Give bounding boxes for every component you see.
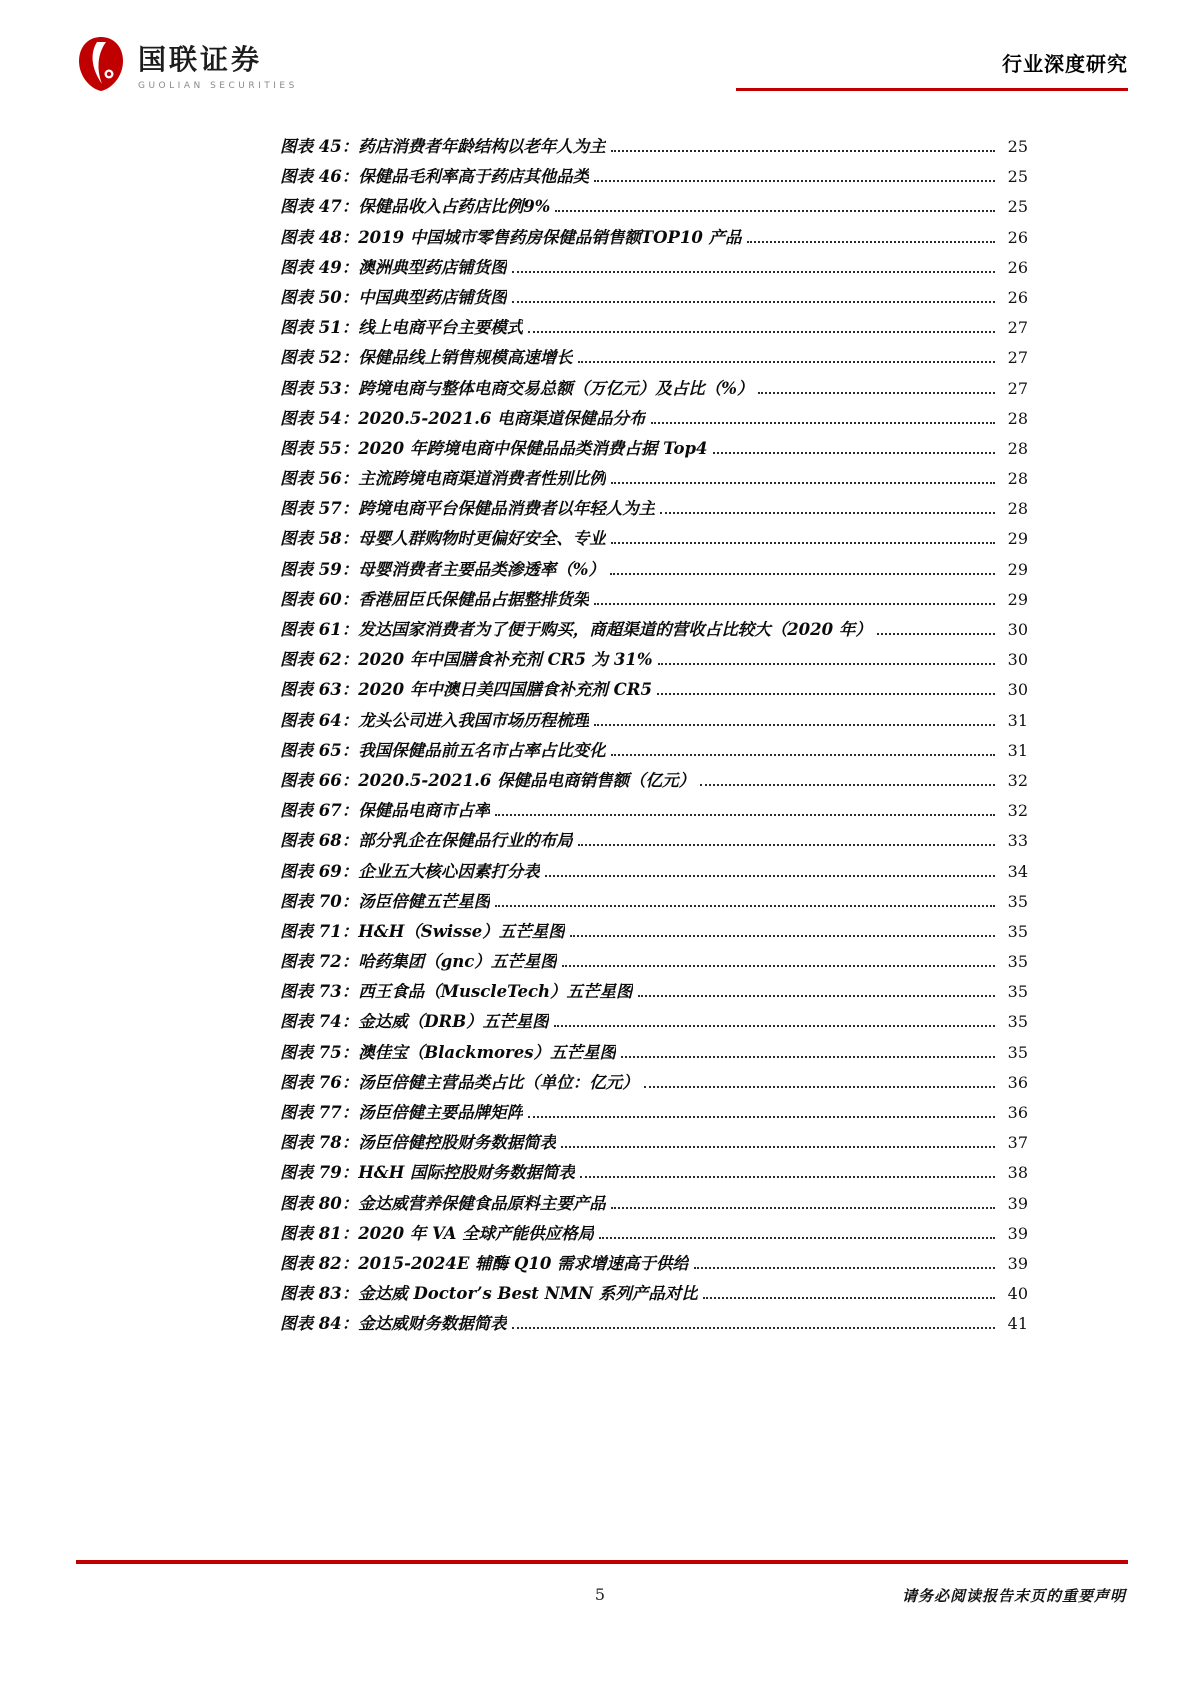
toc-entry[interactable] xyxy=(280,918,1028,948)
toc-leader-dots xyxy=(495,905,995,907)
toc-entry[interactable] xyxy=(280,405,1028,435)
toc-leader-dots xyxy=(578,844,995,846)
toc-entry-page: 39 xyxy=(1007,1193,1028,1213)
toc-entry-page: 31 xyxy=(1007,710,1028,730)
page-header xyxy=(76,34,1128,98)
toc-entry-label: 图表 55：2020 年跨境电商中保健品品类消费占据 Top4 xyxy=(280,438,708,458)
toc-leader-dots xyxy=(644,1086,995,1088)
toc-entry-page: 25 xyxy=(1007,137,1028,156)
toc-entry-page: 36 xyxy=(1007,1103,1028,1122)
toc-leader-dots xyxy=(621,1056,995,1058)
toc-leader-dots xyxy=(562,965,995,967)
toc-leader-dots xyxy=(594,724,995,726)
toc-entry-label: 图表 61：发达国家消费者为了便于购买，商超渠道的营收占比较大（2020 年） xyxy=(280,620,872,639)
toc-entry-page: 32 xyxy=(1007,801,1028,821)
toc-entry[interactable] xyxy=(280,465,1028,495)
toc-entry-page: 26 xyxy=(1007,257,1028,277)
toc-entry-page: 32 xyxy=(1007,770,1028,790)
toc-entry-label: 图表 53：跨境电商与整体电商交易总额（万亿元）及占比（%） xyxy=(280,378,754,398)
toc-entry-label: 图表 68：部分乳企在保健品行业的布局 xyxy=(280,831,573,851)
toc-entry-label: 图表 60：香港屈臣氏保健品占据整排货架 xyxy=(280,589,590,609)
toc-entry-page: 25 xyxy=(1007,167,1028,187)
toc-entry-label: 图表 80：金达威营养保健食品原料主要产品 xyxy=(280,1193,606,1213)
toc-entry-label: 图表 79：H&H 国际控股财务数据简表 xyxy=(280,1163,576,1183)
toc-leader-dots xyxy=(660,512,995,514)
toc-entry-page: 38 xyxy=(1007,1163,1028,1183)
toc-leader-dots xyxy=(580,1176,995,1178)
toc-entry-label: 图表 62：2020 年中国膳食补充剂 CR5 为 31% xyxy=(280,650,653,670)
toc-entry[interactable] xyxy=(280,797,1028,827)
toc-entry-label: 图表 81：2020 年 VA 全球产能供应格局 xyxy=(280,1223,595,1243)
toc-leader-dots xyxy=(578,361,995,363)
toc-entry[interactable] xyxy=(280,525,1028,555)
toc-entry-label: 图表 46：保健品毛利率高于药店其他品类 xyxy=(280,167,590,187)
toc-leader-dots xyxy=(570,935,995,937)
toc-entry-label: 图表 83：金达威 Doctor’s Best NMN 系列产品对比 xyxy=(280,1284,698,1304)
toc-entry[interactable] xyxy=(280,224,1028,254)
page-number: 5 xyxy=(594,1585,606,1604)
toc-entry-label: 图表 76：汤臣倍健主营品类占比（单位：亿元） xyxy=(280,1072,639,1092)
toc-leader-dots xyxy=(611,754,995,756)
toc-entry[interactable] xyxy=(280,495,1028,525)
toc-entry-page: 26 xyxy=(1007,227,1028,247)
toc-entry-page: 35 xyxy=(1007,1042,1028,1062)
toc-entry-label: 图表 67：保健品电商市占率 xyxy=(280,801,491,821)
report-type-title: 行业深度研究 xyxy=(1002,52,1128,76)
toc-entry-page: 30 xyxy=(1007,680,1028,700)
toc-entry-label: 图表 47：保健品收入占药店比例9% xyxy=(280,197,551,217)
toc-entry-label: 图表 54：2020.5-2021.6 电商渠道保健品分布 xyxy=(280,408,646,428)
toc-leader-dots xyxy=(877,633,995,635)
toc-entry[interactable] xyxy=(280,344,1028,374)
toc-entry[interactable] xyxy=(280,827,1028,857)
toc-entry-label: 图表 82：2015-2024E 辅酶 Q10 需求增速高于供给 xyxy=(280,1253,690,1273)
toc-entry[interactable] xyxy=(280,193,1028,223)
toc-entry[interactable] xyxy=(280,888,1028,918)
toc-entry[interactable] xyxy=(280,646,1028,676)
toc-entry[interactable] xyxy=(280,1190,1028,1220)
toc-entry-label: 图表 73：西王食品（MuscleTech）五芒星图 xyxy=(280,982,633,1002)
toc-leader-dots xyxy=(657,693,995,695)
toc-entry-label: 图表 59：母婴消费者主要品类渗透率（%） xyxy=(280,559,605,579)
toc-entry[interactable] xyxy=(280,707,1028,737)
toc-entry[interactable] xyxy=(280,1099,1028,1129)
toc-entry-label: 图表 78：汤臣倍健控股财务数据简表 xyxy=(280,1133,557,1153)
toc-entry-label: 图表 84：金达威财务数据简表 xyxy=(280,1314,507,1334)
toc-entry-page: 39 xyxy=(1007,1223,1028,1243)
toc-leader-dots xyxy=(512,301,995,303)
toc-leader-dots xyxy=(758,392,995,394)
toc-entry-page: 29 xyxy=(1007,589,1028,609)
toc-leader-dots xyxy=(658,663,995,665)
toc-entry[interactable] xyxy=(280,284,1028,314)
toc-entry-page: 33 xyxy=(1007,831,1028,851)
toc-entry-label: 图表 66：2020.5-2021.6 保健品电商销售额（亿元） xyxy=(280,770,696,790)
toc-entry[interactable] xyxy=(280,163,1028,193)
toc-entry[interactable] xyxy=(280,314,1028,344)
toc-entry-page: 27 xyxy=(1007,318,1028,338)
toc-leader-dots xyxy=(694,1267,995,1269)
toc-leader-dots xyxy=(611,150,995,152)
toc-entry[interactable] xyxy=(280,1039,1028,1069)
toc-leader-dots xyxy=(555,210,995,212)
toc-entry-label: 图表 49：澳洲典型药店铺货图 xyxy=(280,257,507,277)
toc-entry-page: 30 xyxy=(1007,650,1028,670)
toc-entry-page: 35 xyxy=(1007,952,1028,972)
toc-entry[interactable] xyxy=(280,737,1028,767)
toc-entry-page: 27 xyxy=(1007,348,1028,368)
toc-entry-label: 图表 70：汤臣倍健五芒星图 xyxy=(280,891,491,911)
toc-entry[interactable] xyxy=(280,375,1028,405)
toc-entry-page: 35 xyxy=(1007,891,1028,911)
toc-leader-dots xyxy=(638,995,996,997)
company-logo xyxy=(76,36,298,92)
toc-leader-dots xyxy=(561,1146,995,1148)
toc-entry[interactable] xyxy=(280,1250,1028,1280)
toc-entry[interactable] xyxy=(280,133,1028,163)
footer-disclaimer: 请务必阅读报告末页的重要声明 xyxy=(901,1587,1126,1605)
toc-entry[interactable] xyxy=(280,767,1028,797)
toc-entry-page: 26 xyxy=(1007,287,1028,307)
toc-entry-label: 图表 56：主流跨境电商渠道消费者性别比例 xyxy=(280,469,606,489)
toc-leader-dots xyxy=(611,542,995,544)
toc-entry-page: 28 xyxy=(1007,438,1028,458)
toc-leader-dots xyxy=(594,603,995,605)
toc-leader-dots xyxy=(610,573,995,575)
toc-entry-page: 36 xyxy=(1007,1072,1028,1092)
toc-entry-page: 31 xyxy=(1007,740,1028,760)
toc-entry-label: 图表 75：澳佳宝（Blackmores）五芒星图 xyxy=(280,1042,617,1062)
toc-leader-dots xyxy=(528,331,995,333)
toc-entry-label: 图表 50：中国典型药店铺货图 xyxy=(280,287,507,307)
toc-entry-page: 28 xyxy=(1007,469,1028,489)
toc-entry-page: 28 xyxy=(1007,408,1028,428)
toc-entry-label: 图表 51：线上电商平台主要模式 xyxy=(280,318,524,338)
toc-leader-dots xyxy=(611,1207,995,1209)
toc-entry[interactable] xyxy=(280,1310,1028,1340)
toc-leader-dots xyxy=(594,180,995,182)
toc-entry-label: 图表 77：汤臣倍健主要品牌矩阵 xyxy=(280,1103,524,1122)
toc-entry-page: 28 xyxy=(1007,499,1028,519)
toc-leader-dots xyxy=(495,814,995,816)
toc-entry-page: 34 xyxy=(1007,861,1028,881)
toc-leader-dots xyxy=(700,784,995,786)
toc-leader-dots xyxy=(554,1025,995,1027)
toc-entry-label: 图表 72：哈药集团（gnc）五芒星图 xyxy=(280,952,557,972)
toc-leader-dots xyxy=(703,1297,995,1299)
toc-entry-label: 图表 69：企业五大核心因素打分表 xyxy=(280,861,540,881)
toc-entry[interactable] xyxy=(280,1220,1028,1250)
toc-entry-page: 41 xyxy=(1007,1314,1028,1334)
toc-entry-page: 35 xyxy=(1007,982,1028,1002)
toc-entry[interactable] xyxy=(280,858,1028,888)
toc-entry-page: 35 xyxy=(1007,921,1028,941)
toc-entry-page: 40 xyxy=(1007,1284,1028,1304)
header-divider xyxy=(736,88,1128,91)
toc-entry-page: 25 xyxy=(1007,197,1028,217)
toc-entry-page: 37 xyxy=(1007,1133,1028,1153)
toc-list xyxy=(280,133,1028,1341)
brand-name-cn: 国联证券 xyxy=(138,42,263,76)
toc-entry[interactable] xyxy=(280,254,1028,284)
toc-entry-label: 图表 57：跨境电商平台保健品消费者以年轻人为主 xyxy=(280,499,656,519)
toc-entry-page: 29 xyxy=(1007,559,1028,579)
toc-entry[interactable] xyxy=(280,1069,1028,1099)
toc-entry-page: 27 xyxy=(1007,378,1028,398)
toc-leader-dots xyxy=(611,482,995,484)
toc-entry[interactable] xyxy=(280,978,1028,1008)
toc-entry[interactable] xyxy=(280,586,1028,616)
toc-entry-label: 图表 52：保健品线上销售规模高速增长 xyxy=(280,348,573,368)
brand-name-en: GUOLIAN SECURITIES xyxy=(138,80,298,91)
toc-entry[interactable] xyxy=(280,1159,1028,1189)
toc-entry[interactable] xyxy=(280,948,1028,978)
toc-leader-dots xyxy=(651,422,995,424)
toc-entry-label: 图表 63：2020 年中澳日美四国膳食补充剂 CR5 xyxy=(280,680,652,700)
toc-entry-page: 29 xyxy=(1007,529,1028,549)
toc-leader-dots xyxy=(747,241,995,243)
toc-leader-dots xyxy=(528,1116,995,1118)
toc-entry[interactable] xyxy=(280,1129,1028,1159)
toc-leader-dots xyxy=(545,875,995,877)
toc-entry-label: 图表 71：H&H（Swisse）五芒星图 xyxy=(280,921,565,941)
toc-entry-page: 39 xyxy=(1007,1253,1028,1273)
toc-entry-page: 30 xyxy=(1007,620,1028,639)
toc-leader-dots xyxy=(512,271,995,273)
toc-entry-label: 图表 48：2019 中国城市零售药房保健品销售额TOP10 产品 xyxy=(280,227,742,247)
footer-divider xyxy=(76,1560,1128,1564)
toc-entry[interactable] xyxy=(280,1008,1028,1038)
toc-entry[interactable] xyxy=(280,616,1028,646)
toc-entry[interactable] xyxy=(280,1280,1028,1310)
toc-entry-label: 图表 74：金达威（DRB）五芒星图 xyxy=(280,1012,549,1032)
toc-leader-dots xyxy=(713,452,995,454)
toc-entry[interactable] xyxy=(280,435,1028,465)
toc-leader-dots xyxy=(512,1327,995,1329)
guolian-logo-icon xyxy=(76,36,126,92)
toc-entry-label: 图表 58：母婴人群购物时更偏好安全、专业 xyxy=(280,529,606,549)
toc-entry[interactable] xyxy=(280,676,1028,706)
toc-entry[interactable] xyxy=(280,556,1028,586)
toc-entry-page: 35 xyxy=(1007,1012,1028,1032)
toc-entry-label: 图表 65：我国保健品前五名市占率占比变化 xyxy=(280,740,606,760)
toc-leader-dots xyxy=(599,1237,995,1239)
toc-entry-label: 图表 45：药店消费者年龄结构以老年人为主 xyxy=(280,137,606,156)
toc-entry-label: 图表 64：龙头公司进入我国市场历程梳理 xyxy=(280,710,590,730)
